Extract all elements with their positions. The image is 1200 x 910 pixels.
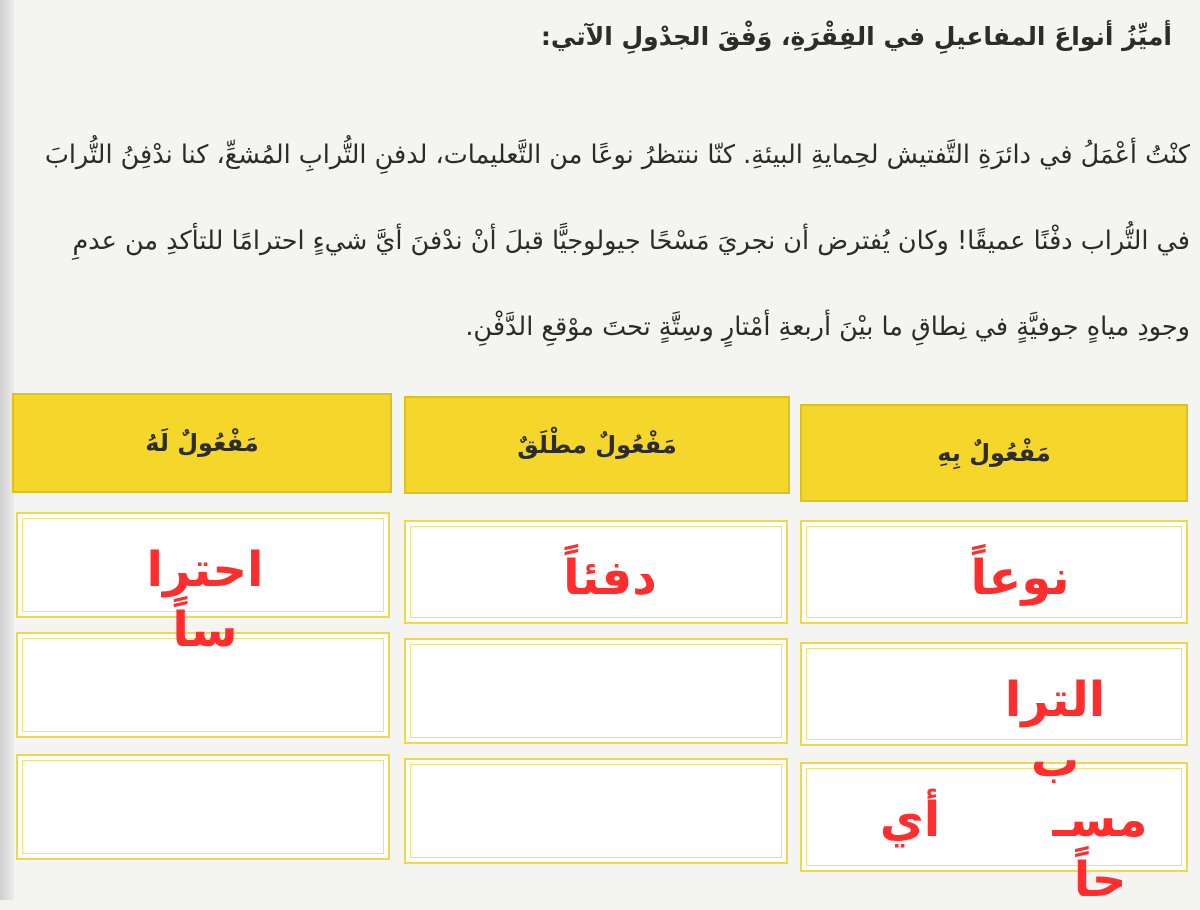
answer-mafool-lahu-1: احترا ساً xyxy=(146,542,264,658)
answer-mafool-bihi-1: نوعاً xyxy=(970,550,1070,606)
header-mafool-lahu: مَفْعُولٌ لَهُ xyxy=(12,393,392,493)
cell-mafool-mutlaq-3[interactable] xyxy=(404,758,788,864)
exercise-instruction: أميِّزُ أنواعَ المفاعيلِ في الفِقْرَةِ، وَفْقَ الجدْولِ الآتي: xyxy=(540,22,1172,51)
answer-mafool-bihi-2: الترا ب xyxy=(1004,672,1106,788)
paragraph-line-3: وجودِ مياهٍ جوفيَّةٍ في نِطاقِ ما بيْنَ أربعةِ أمْتارٍ وسِتَّةٍ تحتَ موْقعِ الدَّفْنِ. xyxy=(465,312,1190,342)
cell-mafool-lahu-3[interactable] xyxy=(16,754,390,860)
answer-mafool-mutlaq-1: دفئاً xyxy=(563,550,657,606)
reading-paragraph xyxy=(0,126,1190,384)
header-mafool-mutlaq: مَفْعُولٌ مطْلَقٌ xyxy=(404,396,790,494)
cell-mafool-mutlaq-2[interactable] xyxy=(404,638,788,744)
header-mafool-bihi: مَفْعُولٌ بِهِ xyxy=(800,404,1188,502)
answer-mafool-bihi-3: مسـ حاً xyxy=(1052,792,1148,908)
answer-mafool-bihi-4: أي xyxy=(879,792,941,848)
paragraph-line-1: كنْتُ أعْمَلُ في دائرَةِ التَّفتيش لحِمايةِ البيئةِ. كنّا ننتظرُ نوعًا من التَّعليمات، لدفنِ التُّرابِ المُشعِّ، كنا ندْفِنُ التُّرابَ xyxy=(44,140,1190,170)
paragraph-line-2: في التُّراب دفْنًا عميقًا! وكان يُفترض أن نجريَ مَسْحًا جيولوجيًّا قبلَ أنْ ندْفنَ أيَّ شيءٍ احترامًا للتأكدِ من عدمِ xyxy=(72,226,1190,256)
